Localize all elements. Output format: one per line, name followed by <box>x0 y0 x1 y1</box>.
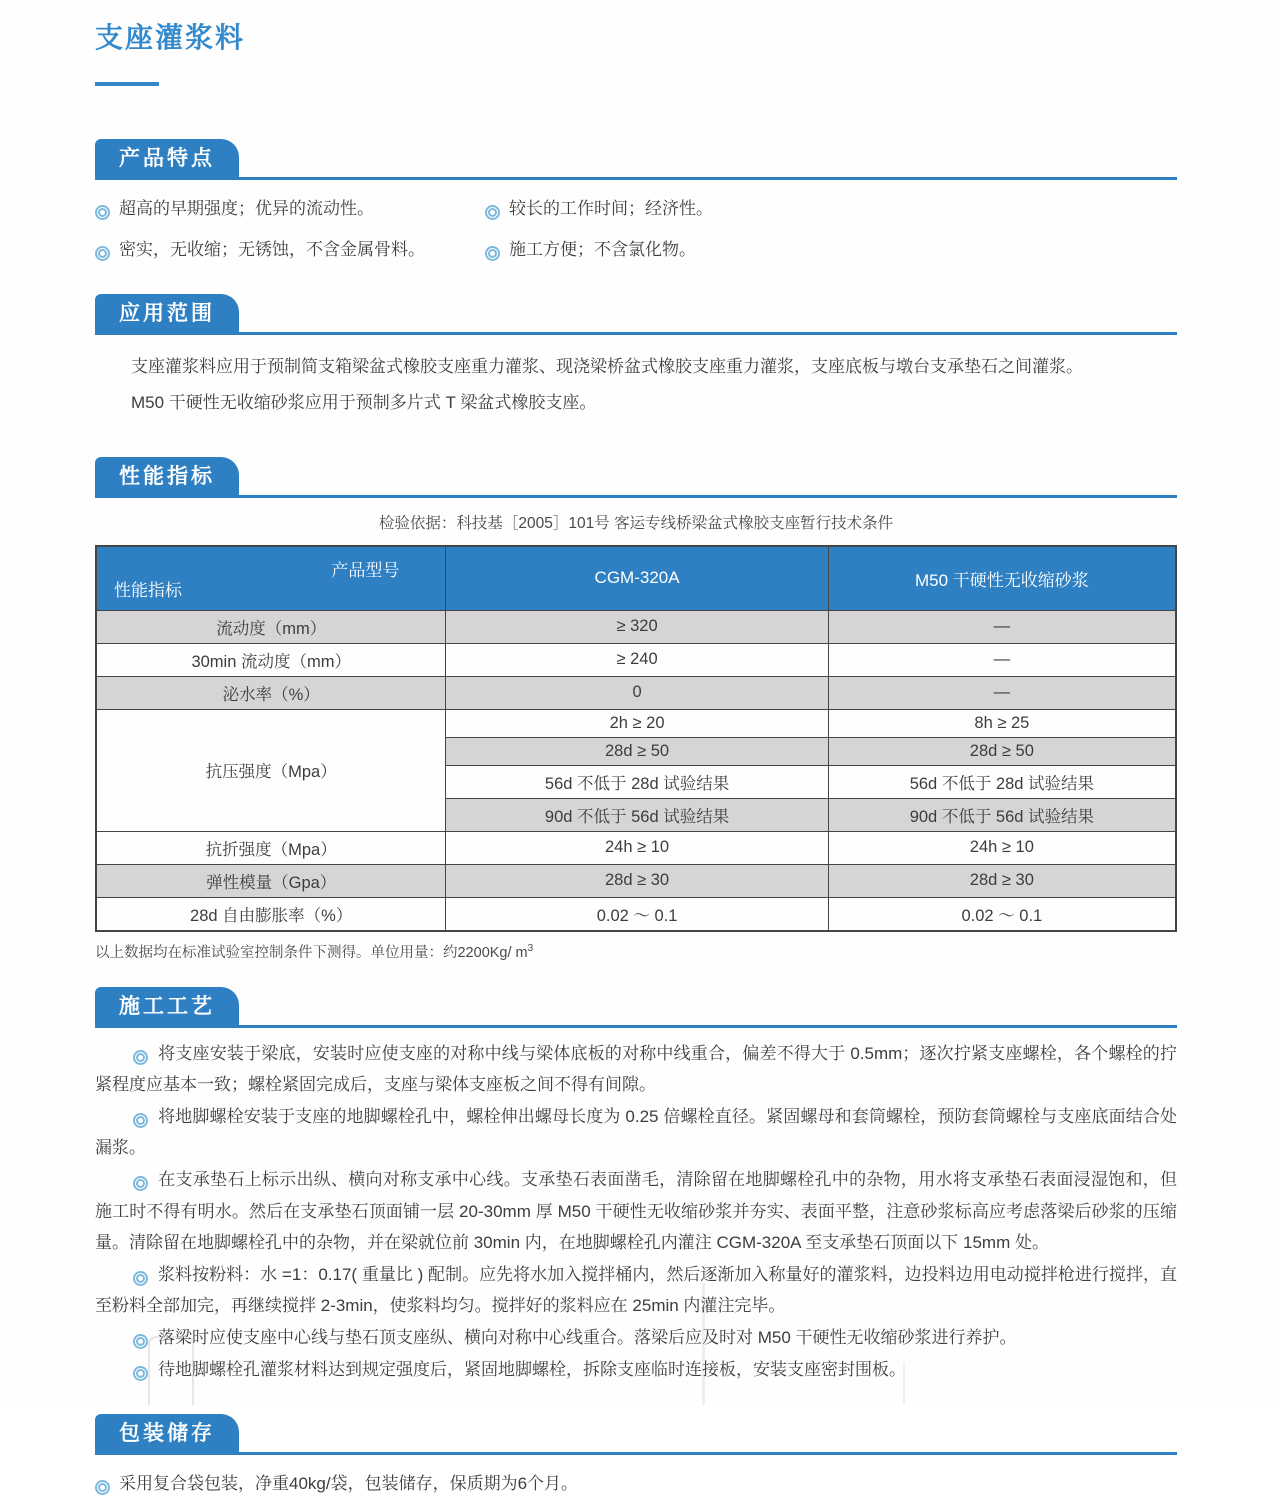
list-item <box>485 235 1177 261</box>
double-circle-bullet-icon <box>95 1480 110 1495</box>
double-circle-bullet-icon <box>485 205 500 220</box>
section-heading-features: 产品特点 <box>95 139 239 177</box>
cell-value: 8h ≥ 25 <box>828 709 1176 737</box>
cell-value: 24h ≥ 10 <box>446 831 828 864</box>
cell-value: 28d ≥ 30 <box>828 864 1176 897</box>
section-header-bar <box>95 294 1177 335</box>
feature-text: 较长的工作时间；经济性。 <box>509 199 713 218</box>
test-basis-line: 检验依据：科技基［2005］101号 客运专线桥梁盆式橡胶支座暂行技术条件 <box>378 515 894 533</box>
row-label: 弹性模量（Gpa） <box>96 864 446 897</box>
cell-value: — <box>828 610 1176 643</box>
section-header-bar <box>95 139 1177 180</box>
application-text <box>95 349 1177 421</box>
cell-value: ≥ 240 <box>446 643 828 676</box>
double-circle-bullet-icon <box>133 1176 148 1191</box>
construction-step <box>95 1259 1177 1322</box>
performance-table <box>95 545 1177 932</box>
table-row <box>96 864 1176 897</box>
section-heading-application: 应用范围 <box>95 294 239 332</box>
table-row <box>96 610 1176 643</box>
table-row <box>96 831 1176 864</box>
construction-steps <box>95 1038 1177 1386</box>
feature-text: 施工方便；不含氯化物。 <box>509 240 696 259</box>
section-performance <box>95 457 1177 962</box>
construction-step <box>95 1322 1177 1354</box>
list-item <box>95 194 485 220</box>
double-circle-bullet-icon <box>133 1366 148 1381</box>
row-label: 30min 流动度（mm） <box>96 643 446 676</box>
section-heading-performance: 性能指标 <box>95 457 239 495</box>
double-circle-bullet-icon <box>485 246 500 261</box>
cell-value: 0.02 ～ 0.1 <box>446 897 828 931</box>
table-row <box>96 676 1176 709</box>
table-row <box>96 643 1176 676</box>
construction-step <box>95 1164 1177 1259</box>
cell-value: 28d ≥ 50 <box>828 737 1176 765</box>
row-label: 流动度（mm） <box>96 610 446 643</box>
section-heading-construction: 施工工艺 <box>95 987 239 1025</box>
row-label-compressive-strength: 抗压强度（Mpa） <box>96 709 446 831</box>
step-text: 待地脚螺栓孔灌浆材料达到规定强度后，紧固地脚螺栓，拆除支座临时连接板，安装支座密封围板。 <box>158 1359 906 1379</box>
section-header-bar <box>95 1414 1177 1455</box>
construction-step <box>95 1038 1177 1101</box>
feature-text: 超高的早期强度；优异的流动性。 <box>119 199 374 218</box>
double-circle-bullet-icon <box>95 205 110 220</box>
feature-text: 密实，无收缩；无锈蚀，不含金属骨料。 <box>119 240 425 259</box>
step-text: 落梁时应使支座中心线与垫石顶支座纵、横向对称中心线重合。落梁后应及时对 M50 干硬性无收缩砂浆进行养护。 <box>158 1328 1017 1348</box>
table-row <box>96 709 1176 737</box>
table-corner-cell <box>96 546 446 610</box>
cell-value: 28d ≥ 30 <box>446 864 828 897</box>
double-circle-bullet-icon <box>133 1113 148 1128</box>
row-label: 28d 自由膨胀率（%） <box>96 897 446 931</box>
cell-value: 90d 不低于 56d 试验结果 <box>446 798 828 831</box>
double-circle-bullet-icon <box>133 1271 148 1286</box>
section-heading-packaging: 包装储存 <box>95 1414 239 1452</box>
section-application <box>95 294 1177 421</box>
cell-value: — <box>828 643 1176 676</box>
step-text: 浆料按粉料：水 =1：0.17( 重量比 ) 配制。应先将水加入搅拌桶内，然后逐渐加入称量好的灌浆料，边投料边用电动搅拌枪进行搅拌，直至粉料全部加完，再继续搅拌 2-3min，使浆料均匀。搅拌好的浆料应在 25min 内灌注完毕。 <box>95 1264 1177 1316</box>
title-underline <box>95 82 159 86</box>
cell-value: 0.02 ～ 0.1 <box>828 897 1176 931</box>
section-header-bar <box>95 457 1177 498</box>
construction-step <box>95 1354 1177 1386</box>
application-line: M50 干硬性无收缩砂浆应用于预制多片式 T 梁盆式橡胶支座。 <box>131 393 597 413</box>
construction-step <box>95 1101 1177 1164</box>
cell-value: 28d ≥ 50 <box>446 737 828 765</box>
list-item <box>485 194 1177 220</box>
packaging-line <box>95 1469 1177 1495</box>
column-header-cgm-320a: CGM-320A <box>446 546 828 610</box>
step-text: 在支承垫石上标示出纵、横向对称支承中心线。支承垫石表面凿毛，清除留在地脚螺栓孔中的杂物，用水将支承垫石表面浸湿饱和，但施工时不得有明水。然后在支承垫石顶面铺一层 20-30mm 厚 M50 干硬性无收缩砂浆并夯实、表面平整，注意砂浆标高应考虑落梁后砂浆的压缩量。清除留在地脚螺栓孔中的杂物，并在梁就位前 30min 内，在地脚螺栓孔内灌注 CGM-320A 至支承垫石顶面以下 15mm 处。 <box>95 1170 1177 1253</box>
row-label: 泌水率（%） <box>96 676 446 709</box>
cell-value: 56d 不低于 28d 试验结果 <box>446 765 828 798</box>
cell-value: 56d 不低于 28d 试验结果 <box>828 765 1176 798</box>
cell-value: ≥ 320 <box>446 610 828 643</box>
double-circle-bullet-icon <box>133 1334 148 1349</box>
section-construction <box>95 987 1177 1386</box>
row-label: 抗折强度（Mpa） <box>96 831 446 864</box>
step-text: 将支座安装于梁底，安装时应使支座的对称中线与梁体底板的对称中线重合，偏差不得大于 0.5mm；逐次拧紧支座螺栓，各个螺栓的拧紧程度应基本一致；螺栓紧固完成后，支座与梁体支座板之间不得有间隙。 <box>95 1043 1177 1095</box>
column-header-m50: M50 干硬性无收缩砂浆 <box>828 546 1176 610</box>
cell-value: — <box>828 676 1176 709</box>
section-header-bar <box>95 987 1177 1028</box>
table-header-row <box>96 546 1176 610</box>
double-circle-bullet-icon <box>133 1050 148 1065</box>
cell-value: 90d 不低于 56d 试验结果 <box>828 798 1176 831</box>
packaging-text: 采用复合袋包装，净重40kg/袋，包装储存，保质期为6个月。 <box>119 1474 579 1494</box>
section-features <box>95 139 1177 261</box>
application-line: 支座灌浆料应用于预制简支箱梁盆式橡胶支座重力灌浆、现浇梁桥盆式橡胶支座重力灌浆，支座底板与墩台支承垫石之间灌浆。 <box>131 357 1083 376</box>
cell-value: 0 <box>446 676 828 709</box>
page-title: 支座灌浆料 <box>95 22 246 53</box>
corner-label-performance-index: 性能指标 <box>114 580 182 600</box>
corner-label-product-model: 产品型号 <box>331 561 400 581</box>
step-text: 将地脚螺栓安装于支座的地脚螺栓孔中，螺栓伸出螺母长度为 0.25 倍螺栓直径。紧固螺母和套筒螺栓，预防套筒螺栓与支座底面结合处漏浆。 <box>95 1106 1177 1158</box>
footnote-text: 以上数据均在标准试验室控制条件下测得。单位用量：约2200Kg/ m <box>95 944 528 961</box>
cell-value: 24h ≥ 10 <box>828 831 1176 864</box>
list-item <box>95 235 485 261</box>
features-list <box>95 194 1177 261</box>
cell-value: 2h ≥ 20 <box>446 709 828 737</box>
section-packaging <box>95 1414 1177 1495</box>
table-footnote <box>95 941 1177 962</box>
footnote-superscript: 3 <box>527 942 534 954</box>
table-row <box>96 897 1176 931</box>
double-circle-bullet-icon <box>95 246 110 261</box>
